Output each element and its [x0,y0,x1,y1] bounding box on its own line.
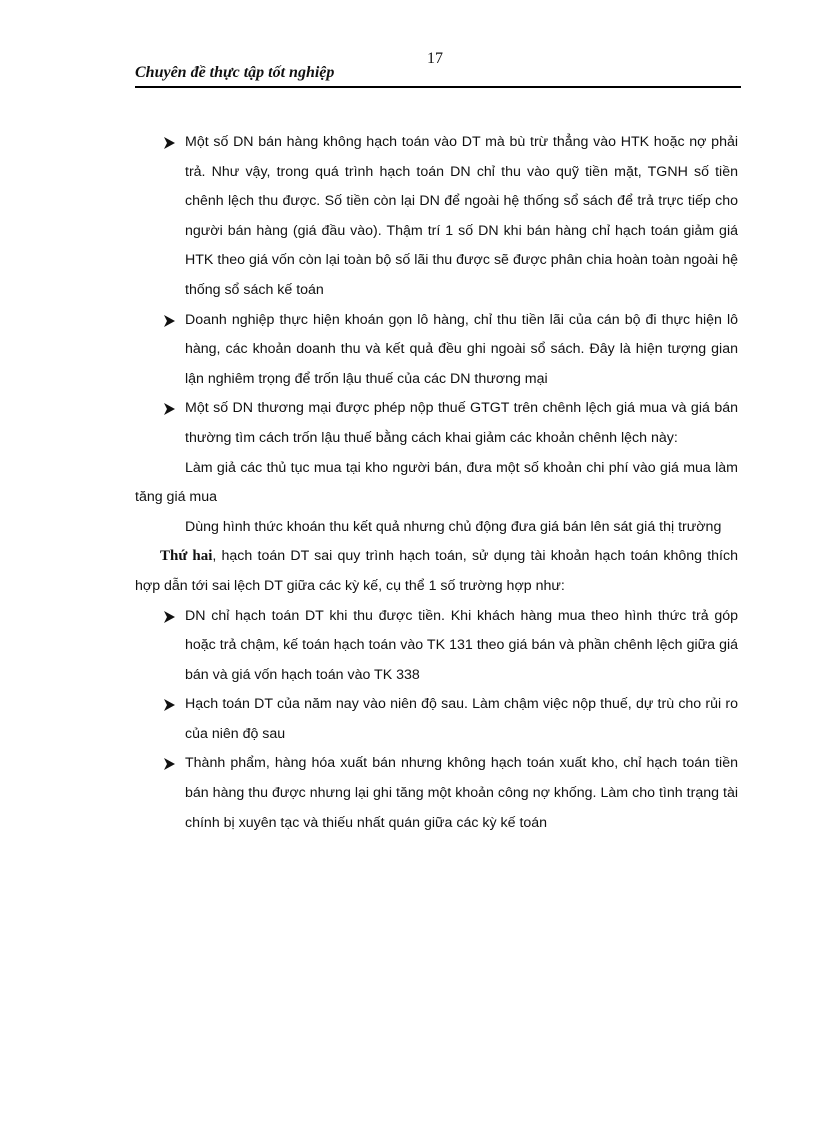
bullet-paragraph [135,394,738,453]
arrowhead-bullet-icon [163,128,177,158]
bullet-text: DN chỉ hạch toán DT khi thu được tiền. Khi khách hàng mua theo hình thức trả góp hoặc trả chậm, kế toán hạch toán vào TK 131 theo giá bán và phần chênh lệch giữa giá bán và giá vốn hạch toán vào TK 338 [185,607,738,683]
paragraph-text: , hạch toán DT sai quy trình hạch toán, sử dụng tài khoản hạch toán không thích hợp dẫn tới sai lệch DT giữa các kỳ kế, cụ thể 1 số trường hợp như: [135,548,738,594]
bullet-text: Một số DN thương mại được phép nộp thuế GTGT trên chênh lệch giá mua và giá bán thường tìm cách trốn lậu thuế bằng cách khai giảm các khoản chênh lệch này: [185,400,738,446]
section-paragraph [135,542,738,601]
page-number: 17 [427,50,443,67]
bullet-text: Thành phẩm, hàng hóa xuất bán nhưng không hạch toán xuất kho, chỉ hạch toán tiền bán hàng thu được nhưng lại ghi tăng một khoản công nợ khống. Làm cho tình trạng tài chính bị xuyên tạc và thiếu nhất quán giữa các kỳ kế toán [185,755,738,831]
bullet-paragraph [135,128,738,306]
paragraph-lead: Thứ hai [160,548,213,565]
bullet-text: Doanh nghiệp thực hiện khoán gọn lô hàng, chỉ thu tiền lãi của cán bộ đi thực hiện lô hàng, các khoản doanh thu và kết quả đều ghi ngoài sổ sách. Đây là hiện tượng gian lận nghiêm trọng để trốn lậu thuế của các DN thương mại [185,311,738,387]
arrowhead-bullet-icon [163,306,177,336]
bullet-paragraph [135,602,738,691]
header-title: Chuyên đề thực tập tốt nghiệp [135,64,335,81]
arrowhead-bullet-icon [163,749,177,779]
bullet-paragraph [135,749,738,838]
page-header [135,50,741,88]
bullet-paragraph [135,306,738,395]
arrowhead-bullet-icon [163,602,177,632]
arrowhead-bullet-icon [163,690,177,720]
bullet-text: Hạch toán DT của năm nay vào niên độ sau. Làm chậm việc nộp thuế, dự trù cho rủi ro của niên độ sau [185,696,738,742]
bullet-text: Một số DN bán hàng không hạch toán vào DT mà bù trừ thẳng vào HTK hoặc nợ phải trả. Như vậy, trong quá trình hạch toán DN chỉ thu vào quỹ tiền mặt, TGNH số tiền chênh lệch thu được. Số tiền còn lại DN để ngoài hệ thống sổ sách để trả trực tiếp cho người bán hàng (giá đầu vào). Thậm trí 1 số DN khi bán hàng chỉ hạch toán giảm giá HTK theo giá vốn còn lại toàn bộ số lãi thu được sẽ được phân chia hoàn toàn ngoài hệ thống sổ sách kế toán [185,134,738,298]
arrowhead-bullet-icon [163,394,177,424]
body-paragraph: Dùng hình thức khoán thu kết quả nhưng chủ động đưa giá bán lên sát giá thị trường [185,518,722,535]
document-body [135,128,738,838]
bullet-paragraph [135,690,738,749]
body-paragraph: Làm giả các thủ tục mua tại kho người bán, đưa một số khoản chi phí vào giá mua làm tăng giá mua [135,459,738,506]
